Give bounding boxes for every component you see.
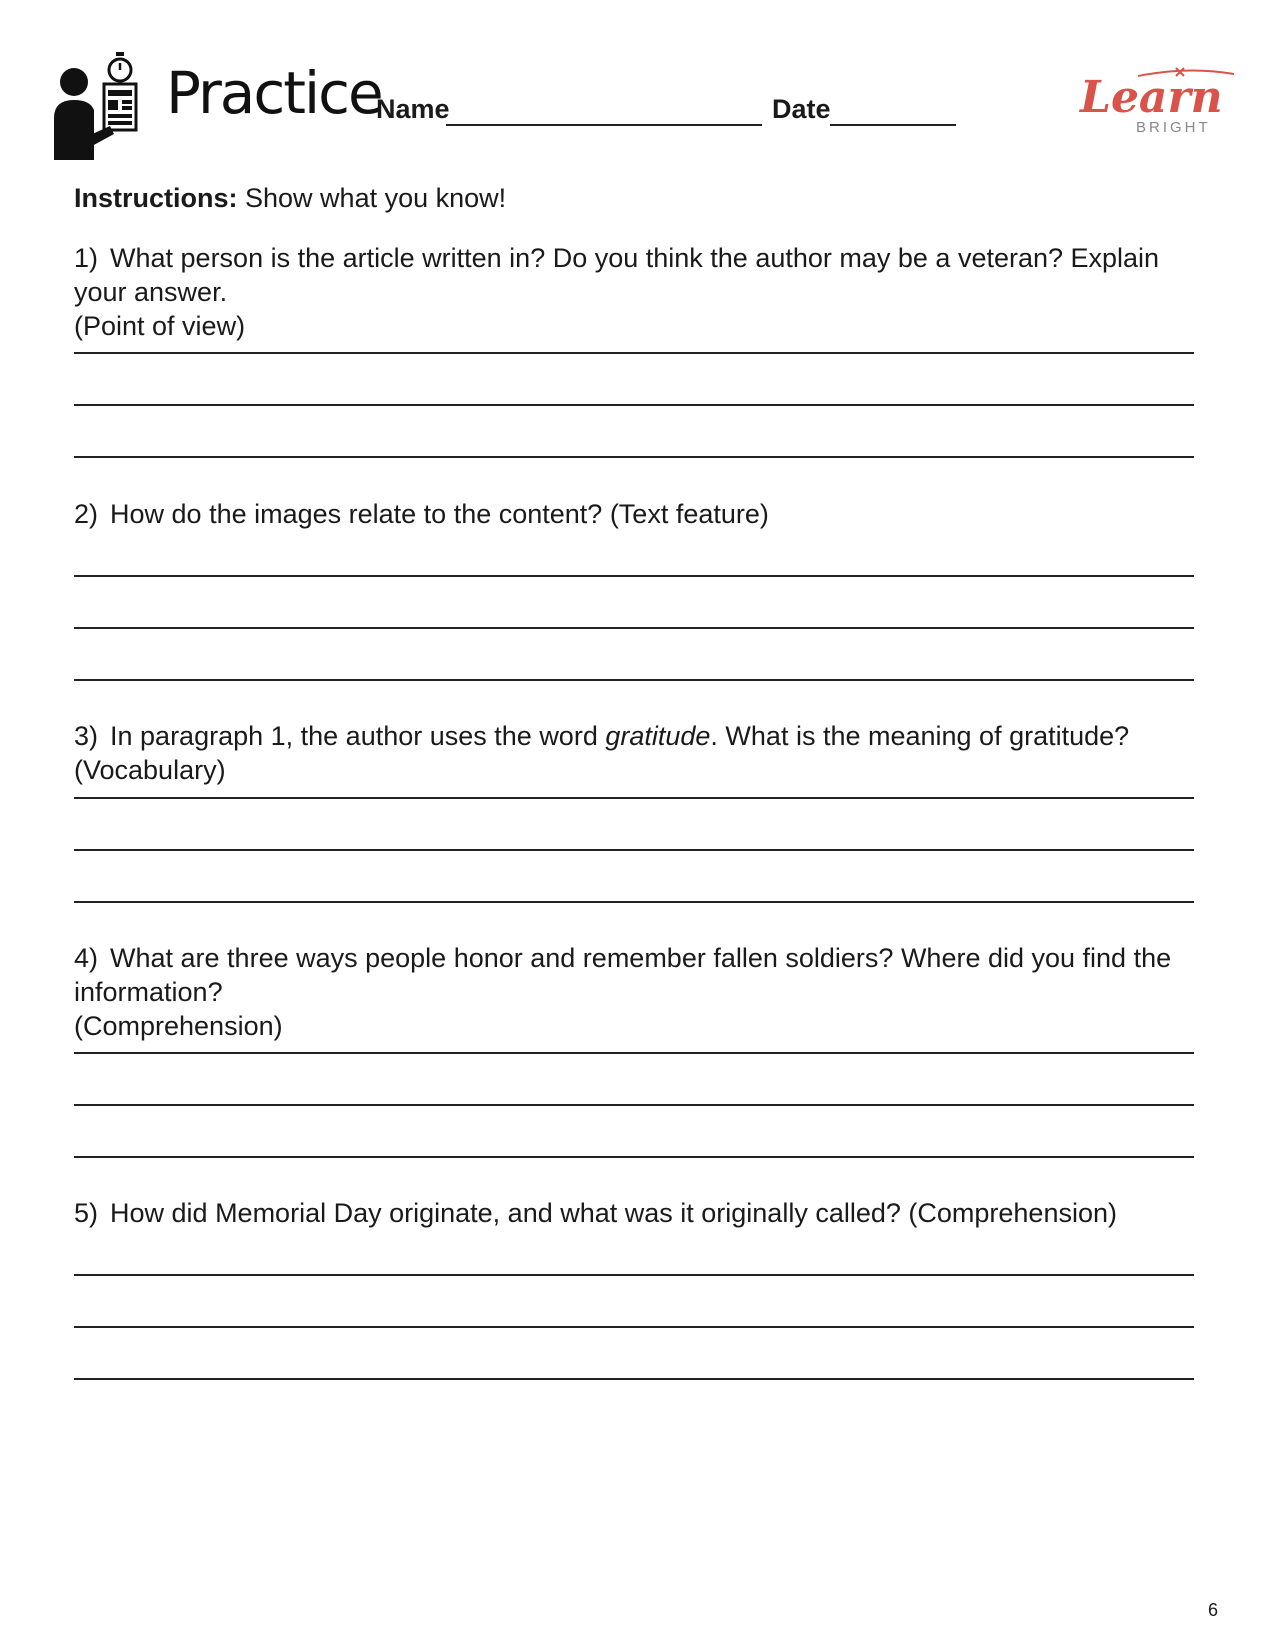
- answer-line[interactable]: [74, 797, 1194, 799]
- name-label: Name: [376, 94, 450, 124]
- answer-line[interactable]: [74, 1052, 1194, 1054]
- question-5: [74, 1196, 1204, 1230]
- question-skill: (Comprehension): [74, 1011, 283, 1041]
- answer-line[interactable]: [74, 679, 1194, 681]
- answer-line[interactable]: [74, 849, 1194, 851]
- logo-word: Learn: [1080, 72, 1223, 123]
- date-field[interactable]: [830, 124, 956, 126]
- instructions: [74, 185, 506, 212]
- question-text: What person is the article written in? Do you think the author may be a veteran? Explain your answer.: [74, 243, 1160, 307]
- learn-bright-logo: [1078, 62, 1238, 140]
- name-field[interactable]: [446, 124, 762, 126]
- teacher-with-timer-icon: [52, 48, 144, 160]
- answer-line[interactable]: [74, 1274, 1194, 1276]
- question-number: 5): [74, 1198, 99, 1228]
- vocabulary-word: gratitude: [605, 721, 711, 751]
- question-1: [74, 241, 1204, 343]
- date-label: Date: [772, 94, 831, 124]
- question-3: [74, 719, 1204, 787]
- logo-sub: BRIGHT: [1136, 119, 1211, 136]
- question-text-continued: . What is the meaning of gratitude? (Vocabulary): [74, 721, 1130, 785]
- question-text: What are three ways people honor and remember fallen soldiers? Where did you find the information?: [74, 943, 1172, 1007]
- worksheet-header: [0, 0, 1275, 170]
- question-number: 3): [74, 721, 99, 751]
- question-skill: (Point of view): [74, 311, 246, 341]
- question-number: 4): [74, 943, 99, 973]
- question-text: How do the images relate to the content? (Text feature): [110, 499, 769, 529]
- page-number: 6: [1208, 1600, 1219, 1620]
- question-text: How did Memorial Day originate, and what was it originally called? (Comprehension): [110, 1198, 1117, 1228]
- page-title: Practice: [166, 59, 382, 127]
- question-4: [74, 941, 1204, 1043]
- answer-line[interactable]: [74, 404, 1194, 406]
- question-number: 2): [74, 499, 99, 529]
- instructions-text: Show what you know!: [237, 183, 507, 213]
- answer-line[interactable]: [74, 1378, 1194, 1380]
- answer-line[interactable]: [74, 1156, 1194, 1158]
- question-number: 1): [74, 243, 99, 273]
- answer-line[interactable]: [74, 1326, 1194, 1328]
- answer-line[interactable]: [74, 1104, 1194, 1106]
- question-2: [74, 497, 1204, 531]
- answer-line[interactable]: [74, 575, 1194, 577]
- answer-line[interactable]: [74, 901, 1194, 903]
- answer-line[interactable]: [74, 627, 1194, 629]
- instructions-label: Instructions:: [74, 183, 238, 213]
- answer-line[interactable]: [74, 456, 1194, 458]
- answer-line[interactable]: [74, 352, 1194, 354]
- question-text: In paragraph 1, the author uses the word: [110, 721, 606, 751]
